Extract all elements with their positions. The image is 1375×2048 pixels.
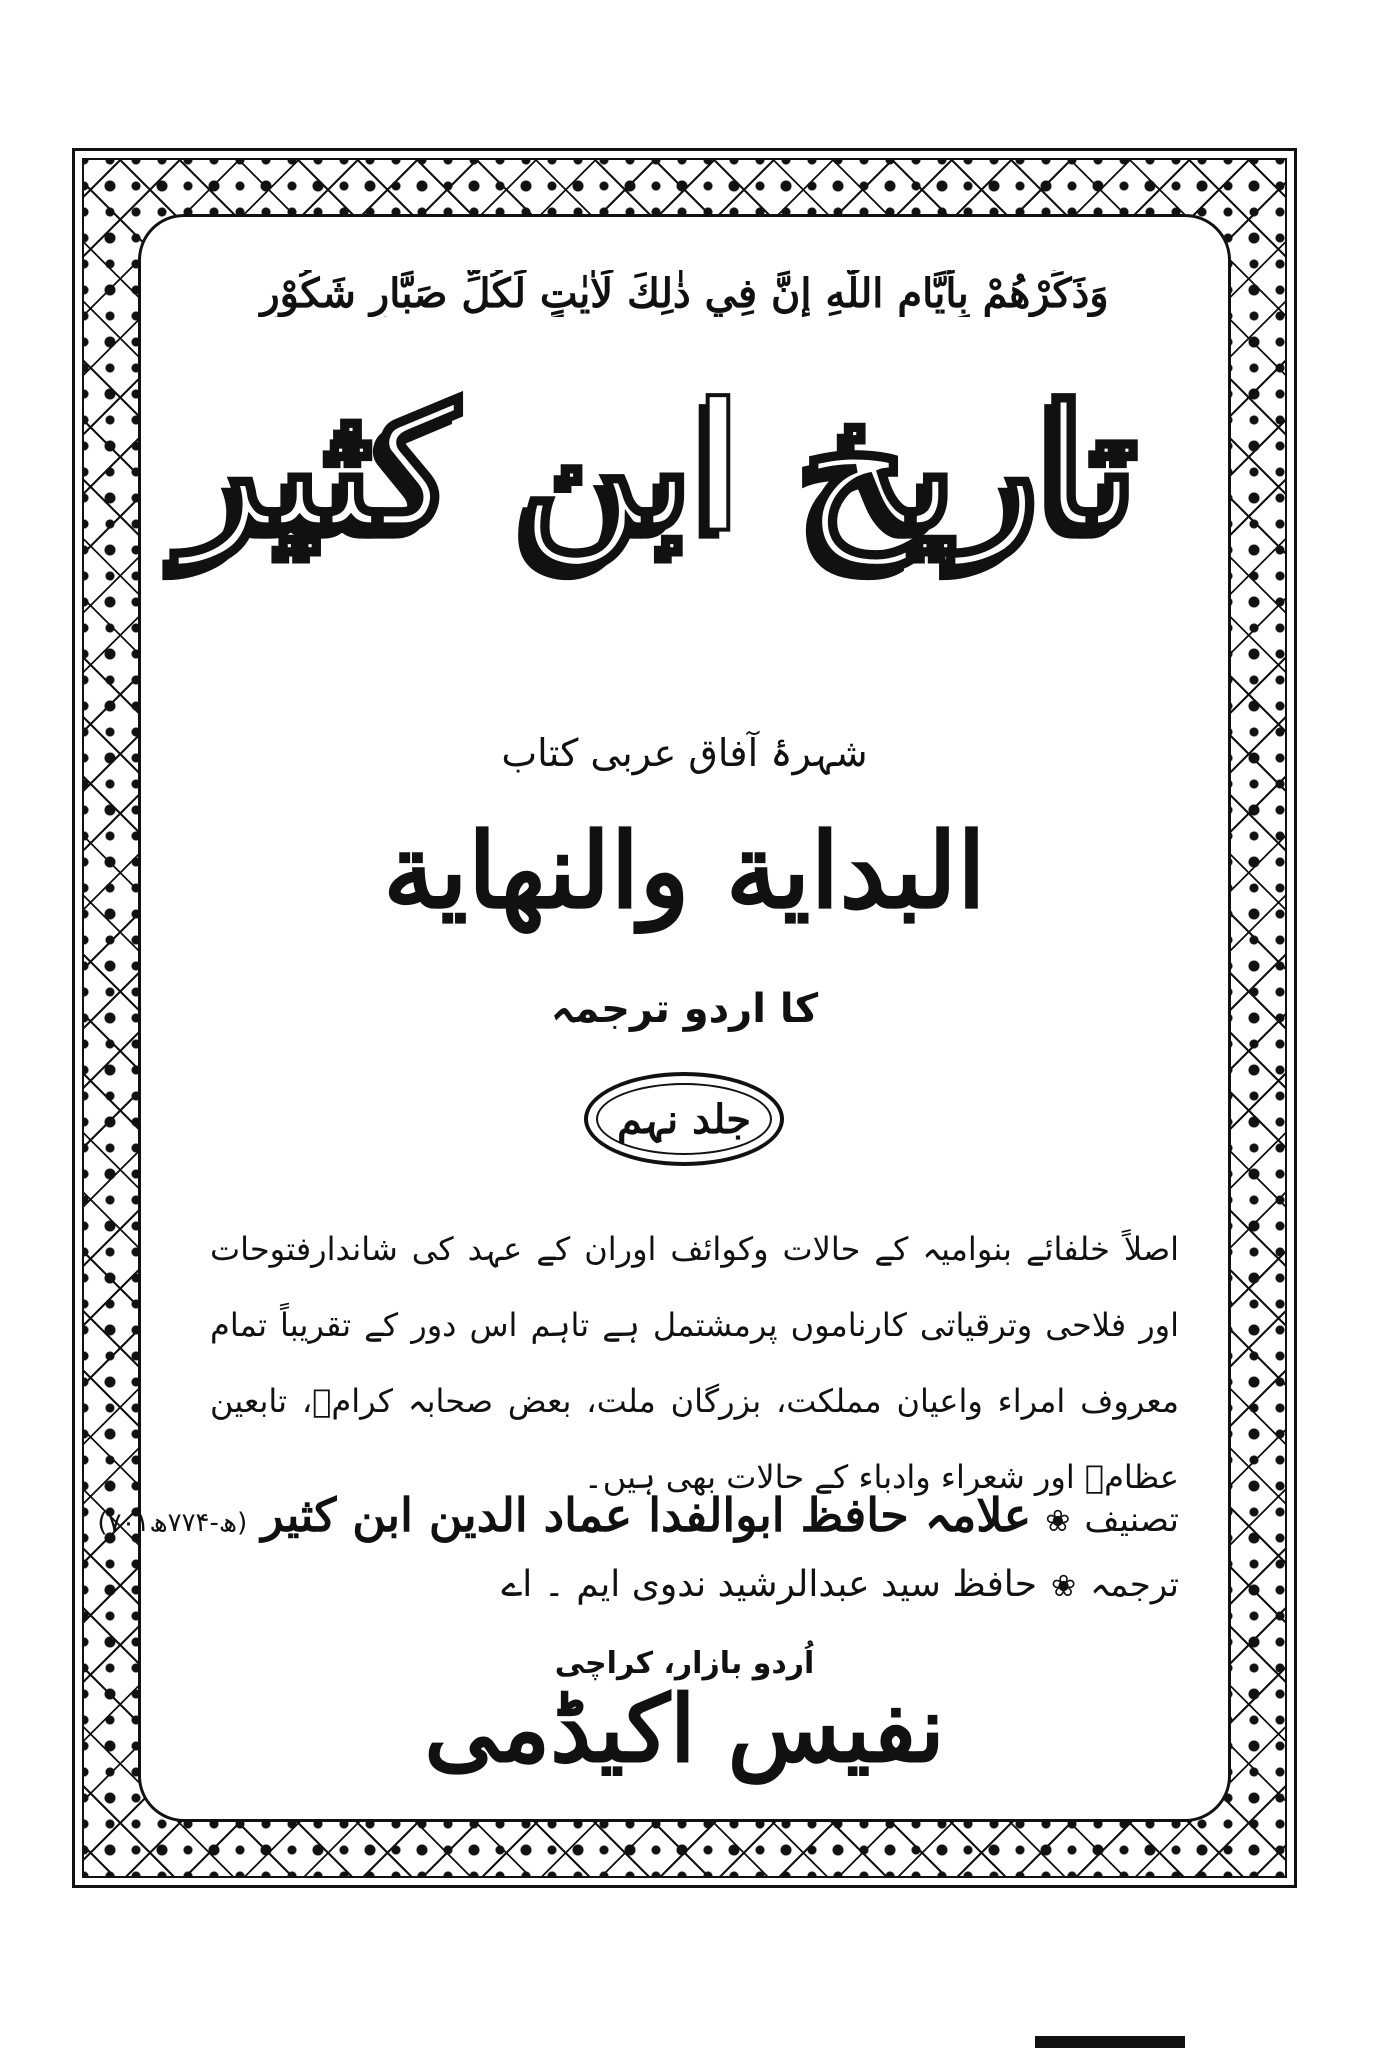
book-title: البداية والنهاية [383,809,986,932]
subtitle: شہرۂ آفاق عربی کتاب [501,731,868,775]
volume-badge [584,1072,784,1166]
quranic-verse: وَذَكِّرْهُمْ بِأَيَّامِ اللّٰهِ إِنَّ فِي ذٰلِكَ لَاٰيٰتٍ لِّكُلِّ صَبَّارٍ شَكُوْرٍ [260,270,1109,317]
translation-note: کا اردو ترجمہ [550,986,819,1032]
flower-ornament-icon: ❀ [1051,1569,1077,1604]
author-label: تصنیف [1084,1500,1179,1540]
translator-credit [190,1564,1179,1605]
volume-label: جلد نہم [596,1083,772,1155]
publisher-name: نفیس اکیڈمی [424,1675,945,1783]
title-page [97,226,1219,1810]
translator-label: ترجمہ [1090,1565,1179,1605]
scan-mark [1035,2036,1185,2048]
flower-ornament-icon: ❀ [1045,1504,1071,1539]
translator-name: حافظ سید عبدالرشید ندوی ایم ۔ اے [501,1564,1038,1605]
author-name: علامہ حافظ ابوالفدا عماد الدین ابن کثیر [261,1488,1032,1542]
description: اصلاً خلفائے بنوامیہ کے حالات وکوائف اوران کے عہد کی شاندارفتوحات اور فلاحی وترقیاتی کارناموں پرمشتمل ہے تاہم اس دور کے تقریباً تمام معروف امراء واعیان مملکت، بزرگان ملت، بعض صحابہ کرامؓ، تابعین عظامؒ اور شعراء وادباء کے حالات بھی ہیں۔ [210,1230,1179,1496]
author-dates: (۷۰۱ھ-۷۷۴ھ) [97,1508,248,1538]
main-title: تاریخ ابن کثیر [181,368,1139,568]
author-credit [97,1488,1179,1542]
publisher-address: اُردو بازار، کراچی [554,1646,815,1681]
